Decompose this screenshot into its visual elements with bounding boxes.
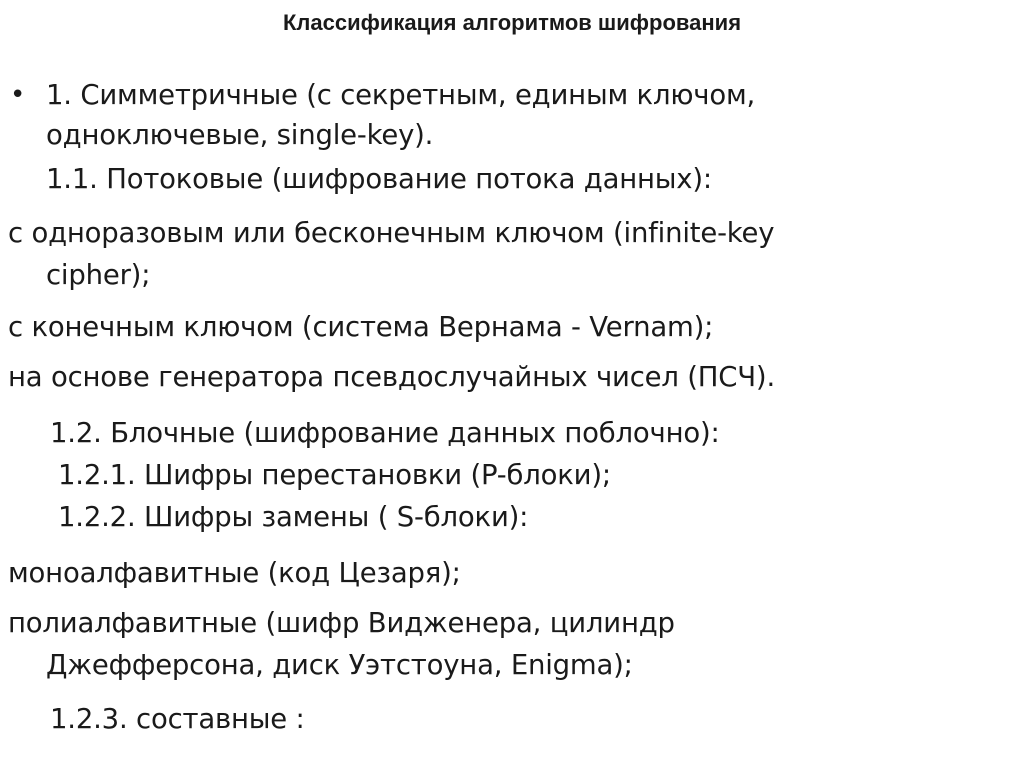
bullet-marker: • bbox=[10, 80, 26, 110]
line-monoalphabetic: моноалфавитные (код Цезаря); bbox=[8, 557, 461, 589]
line-one-time-key: с одноразовым или бесконечным ключом (infinite-key bbox=[8, 217, 775, 249]
line-jefferson: Джефферсона, диск Уэтстоуна, Enigma); bbox=[46, 649, 633, 681]
line-stream: 1.1. Потоковые (шифрование потока данных): bbox=[46, 163, 712, 195]
slide-title: Классификация алгоритмов шифрования bbox=[282, 10, 742, 35]
line-permutation: 1.2.1. Шифры перестановки (P-блоки); bbox=[58, 459, 611, 491]
line-symmetric: 1. Симметричные (с секретным, единым ключом, bbox=[46, 79, 756, 111]
line-cipher: cipher); bbox=[46, 259, 151, 291]
line-single-key: одноключевые, single-key). bbox=[46, 119, 434, 151]
line-finite-key: с конечным ключом (система Вернама - Vernam); bbox=[8, 311, 714, 343]
line-composite: 1.2.3. составные : bbox=[50, 703, 305, 735]
line-substitution: 1.2.2. Шифры замены ( S-блоки): bbox=[58, 501, 529, 533]
line-prng: на основе генератора псевдослучайных чисел (ПСЧ). bbox=[8, 361, 775, 393]
line-block: 1.2. Блочные (шифрование данных поблочно): bbox=[50, 417, 720, 449]
line-polyalphabetic: полиалфавитные (шифр Видженера, цилиндр bbox=[8, 607, 675, 639]
